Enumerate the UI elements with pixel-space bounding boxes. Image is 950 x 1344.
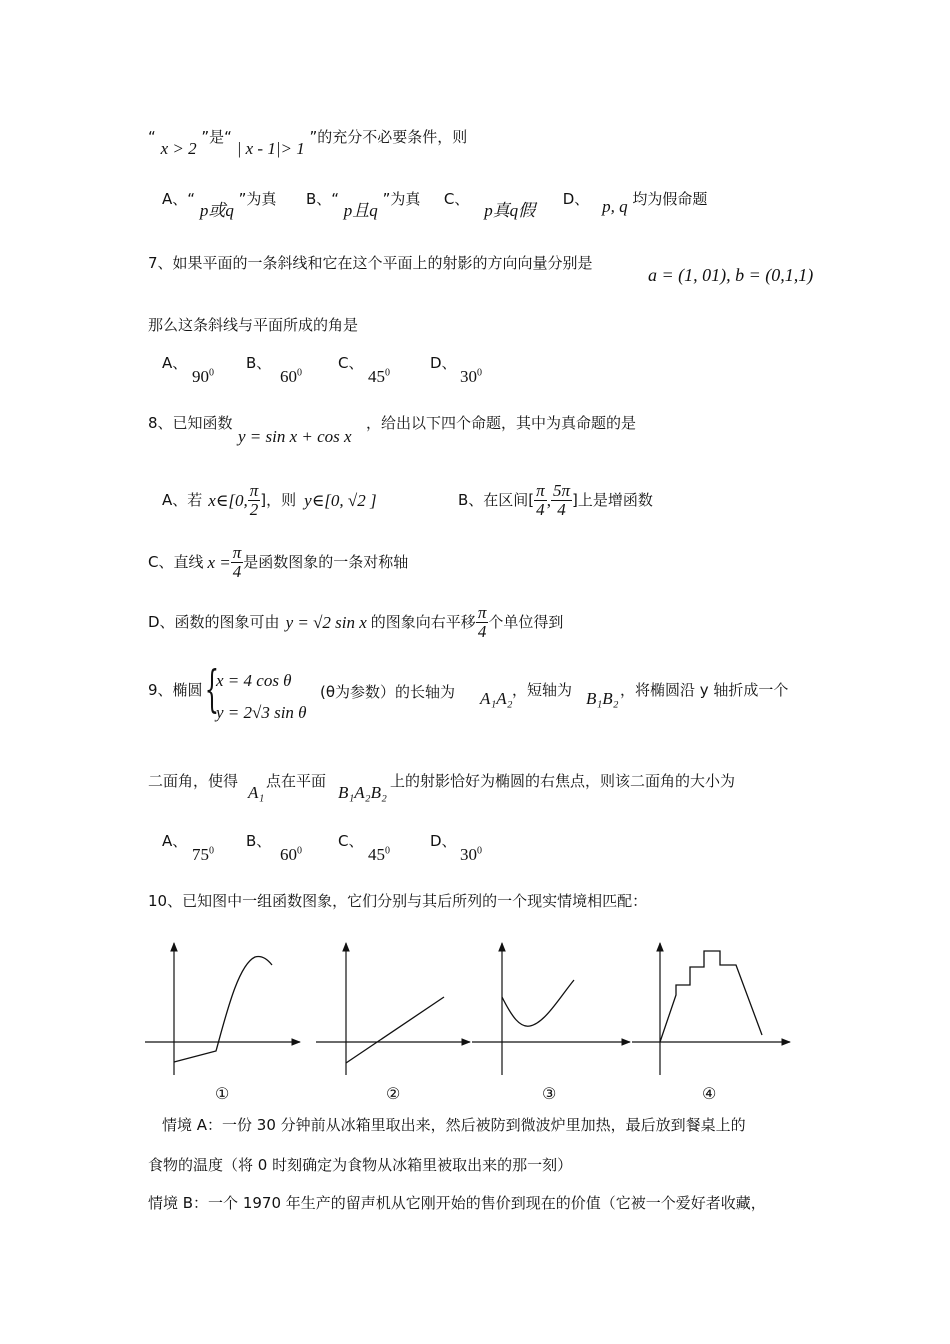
q6-a-label: A、“ (162, 190, 196, 208)
frac-den: 4 (232, 561, 242, 581)
q8-b-comma: , (546, 490, 551, 510)
graph-1 (145, 943, 300, 1075)
q8-d-mid: 的图象向右平移 (370, 612, 476, 631)
q8-b-frac2 (551, 482, 572, 519)
text-condition: ”的充分不必要条件，则 (309, 128, 468, 146)
q7-c-sup: 0 (385, 367, 390, 379)
q8-opt-c (148, 540, 408, 584)
q9-param: (θ为参数）的长轴为 (320, 683, 456, 701)
q7-vectors: a = (1, 01), b = (0,1,1) (648, 265, 814, 285)
q7-d-sup: 0 (477, 367, 482, 379)
q6-b-end: ”为真 (382, 190, 421, 208)
q9-b-sup: 0 (297, 845, 302, 857)
q8-c-frac (231, 544, 244, 581)
q9-pt: A₁ (248, 783, 265, 802)
frac-num: π (249, 480, 259, 500)
q7-a-num: 90 (192, 367, 209, 386)
frac-num: 5π (552, 480, 570, 500)
q7-c-num: 45 (368, 367, 385, 386)
q8-a-label: A、若 (162, 490, 203, 509)
q9-eq1: x = 4 cos θ (216, 671, 292, 690)
q9-opt-d-val (460, 846, 482, 863)
q9-opt-c-label: C、 (338, 832, 364, 850)
graph-label-2: ② (386, 1086, 401, 1103)
math-x-gt-2: x > 2 (160, 139, 197, 158)
frac-num: π (477, 602, 487, 622)
q8-c-math: x = (207, 552, 231, 572)
frac-num: π (536, 480, 545, 500)
q7-opt-c-label: C、 (338, 354, 364, 372)
q10-graphs (0, 935, 950, 1135)
graph-3 (472, 943, 630, 1075)
q6-a-end: ”为真 (238, 190, 277, 208)
q8-b-label: B、在区间[ (458, 490, 535, 509)
q8-a-math2: y∈[0, √2 ] (304, 490, 377, 510)
q9-c-sup: 0 (385, 845, 390, 857)
q9-c-num: 45 (368, 845, 385, 864)
q9-mid: ，短轴为 (512, 681, 573, 699)
q8-stem: 8、已知函数 (148, 414, 233, 432)
frac-den: 4 (557, 499, 566, 519)
q9-label: 9、椭圆 (148, 681, 203, 699)
graph-label-3: ③ (542, 1086, 557, 1103)
q7-opt-c-val (368, 368, 390, 385)
q8-opt-a (162, 478, 377, 522)
q9-line2c: 上的射影恰好为椭圆的右焦点，则该二面角的大小为 (390, 772, 736, 790)
q8-d-end: 个单位得到 (488, 612, 564, 631)
q8-d-math: y = √2 sin x (285, 612, 367, 632)
graph-1-curve (174, 957, 272, 1062)
brace-glyph: { (204, 660, 220, 718)
q6-stem (148, 128, 468, 158)
q6-d-label: D、 (562, 190, 590, 208)
graph-label-1: ① (215, 1086, 230, 1103)
q9-line2b: 点在平面 (266, 772, 327, 790)
q6-b-label: B、“ (305, 190, 340, 208)
q9-plane: B₁A₂B₂ (338, 783, 387, 802)
q9-a-num: 75 (192, 845, 209, 864)
q9-eq2: y = 2√3 sin θ (216, 703, 307, 722)
quote-open: “ (148, 128, 156, 146)
q6-options (162, 190, 708, 220)
scene-a-line2: 食物的温度（将 0 时刻确定为食物从冰箱里被取出来的那一刻） (148, 1156, 573, 1174)
graph-3-curve (502, 980, 574, 1026)
graph-label-4: ④ (702, 1086, 717, 1103)
scene-a-line1: 情境 A：一份 30 分钟前从冰箱里取出来，然后被防到微波炉里加热，最后放到餐桌上的 (162, 1116, 746, 1134)
q10-stem: 10、已知图中一组函数图象，它们分别与其后所列的一个现实情境相匹配： (148, 892, 648, 910)
q7-opt-b-val (280, 368, 302, 385)
q8-b-frac1 (534, 482, 547, 519)
q9-opt-b-label: B、 (246, 832, 272, 850)
q8-d-label: D、函数的图象可由 (148, 612, 280, 631)
math-abs: | x - 1|> 1 (236, 139, 305, 158)
graph-2 (316, 943, 470, 1075)
q8-opt-b (458, 478, 653, 522)
scene-b-line1: 情境 B：一个 1970 年生产的留声机从它刚开始的售价到现在的价值（它被一个爱好者收藏， (148, 1194, 766, 1212)
q9-opt-b-val (280, 846, 302, 863)
q8-b-end: ]上是增函数 (571, 490, 653, 509)
frac-den: 4 (477, 621, 487, 641)
frac-den: 4 (536, 499, 545, 519)
q7-stem: 7、如果平面的一条斜线和它在这个平面上的射影的方向向量分别是 (148, 254, 593, 272)
q7-a-sup: 0 (209, 367, 214, 379)
q6-c-math: p真q假 (484, 201, 536, 220)
q7-opt-d-val (460, 368, 482, 385)
q8-a-mid: ]，则 (260, 490, 297, 509)
frac-num: π (232, 542, 242, 562)
graph-4-steps (660, 951, 762, 1042)
q9-line2a: 二面角，使得 (148, 772, 239, 790)
q6-a-math: p或q (199, 201, 234, 220)
graph-2-line (346, 997, 444, 1063)
q6-d-end: 均为假命题 (632, 190, 708, 208)
q9-opt-c-val (368, 846, 390, 863)
q9-opt-a-val (192, 846, 214, 863)
q7-stem2: 那么这条斜线与平面所成的角是 (148, 316, 359, 334)
q7-opt-d-label: D、 (430, 354, 457, 372)
q8-c-label: C、直线 (148, 552, 204, 571)
q8-a-frac (248, 482, 261, 519)
q8-func: y = sin x + cos x (238, 427, 352, 446)
graph-4 (632, 943, 790, 1075)
q8-a-math1: x∈[0, (208, 490, 248, 510)
q8-opt-d (148, 600, 563, 644)
text-shi: ”是“ (201, 128, 232, 146)
q9-a1a2: A₁A₂ (480, 689, 513, 708)
q9-opt-a-label: A、 (162, 832, 188, 850)
frac-den: 2 (249, 499, 259, 519)
q6-c-label: C、 (443, 190, 470, 208)
q7-d-num: 30 (460, 367, 477, 386)
q8-d-frac (476, 604, 489, 641)
q9-a-sup: 0 (209, 845, 214, 857)
q7-opt-a-val (192, 368, 214, 385)
q8-stem-end: ，给出以下四个命题，其中为真命题的是 (366, 414, 637, 432)
q7-opt-a-label: A、 (162, 354, 188, 372)
q7-b-num: 60 (280, 367, 297, 386)
q6-d-math: p, q (602, 197, 628, 216)
q7-b-sup: 0 (297, 367, 302, 379)
q7-opt-b-label: B、 (246, 354, 272, 372)
q9-d-sup: 0 (477, 845, 482, 857)
q9-b-num: 60 (280, 845, 297, 864)
q9-b1b2: B₁B₂ (586, 689, 619, 708)
q6-b-math: p且q (343, 201, 378, 220)
q8-c-end: 是函数图象的一条对称轴 (243, 552, 409, 571)
q9-end: ，将椭圆沿 y 轴折成一个 (620, 681, 789, 699)
q9-d-num: 30 (460, 845, 477, 864)
q9-opt-d-label: D、 (430, 832, 457, 850)
